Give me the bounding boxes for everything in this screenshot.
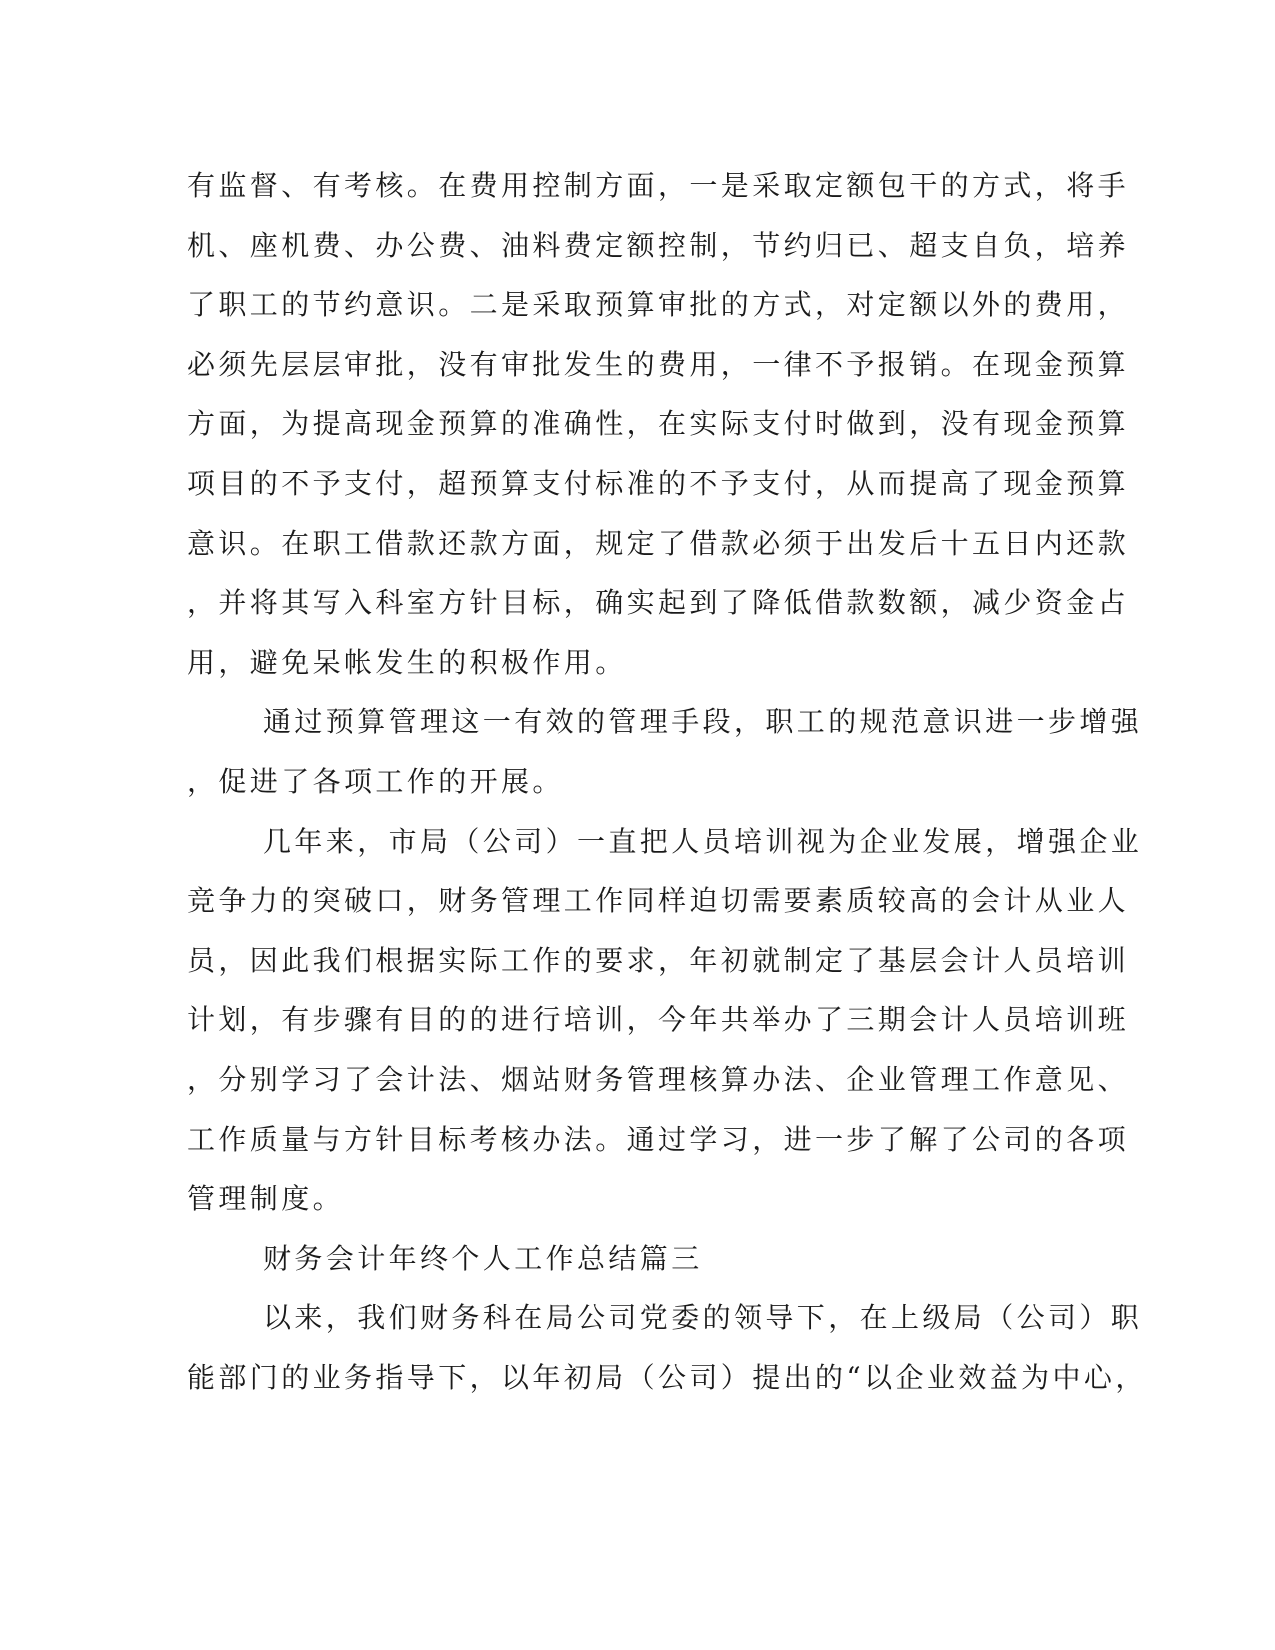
text-line: 计划，有步骤有目的的进行培训，今年共举办了三期会计人员培训班 [187, 1003, 1130, 1037]
text-line: 竞争力的突破口，财务管理工作同样迫切需要素质较高的会计从业人 [187, 884, 1130, 918]
text-line: 项目的不予支付，超预算支付标准的不予支付，从而提高了现金预算 [187, 466, 1130, 500]
text-line: 能部门的业务指导下，以年初局（公司）提出的“以企业效益为中心， [187, 1360, 1147, 1394]
text-line: ，分别学习了会计法、烟站财务管理核算办法、企业管理工作意见、 [187, 1062, 1130, 1096]
paragraph-first-line: 以来，我们财务科在局公司党委的领导下，在上级局（公司）职 [263, 1301, 1143, 1335]
text-line: 意识。在职工借款还款方面，规定了借款必须于出发后十五日内还款 [187, 526, 1130, 560]
text-line: 用，避免呆帐发生的积极作用。 [187, 645, 627, 679]
text-line: ，促进了各项工作的开展。 [187, 764, 564, 798]
text-line: 必须先层层审批，没有审批发生的费用，一律不予报销。在现金预算 [187, 347, 1130, 381]
body-text [187, 156, 1147, 1407]
text-line: 了职工的节约意识。二是采取预算审批的方式，对定额以外的费用， [187, 288, 1130, 322]
paragraph-first-line: 几年来，市局（公司）一直把人员培训视为企业发展，增强企业 [263, 824, 1143, 858]
text-line: ，并将其写入科室方针目标，确实起到了降低借款数额，减少资金占 [187, 586, 1130, 620]
text-line: 方面，为提高现金预算的准确性，在实际支付时做到，没有现金预算 [187, 407, 1130, 441]
paragraph-first-line: 通过预算管理这一有效的管理手段，职工的规范意识进一步增强 [263, 705, 1143, 739]
text-line: 有监督、有考核。在费用控制方面，一是采取定额包干的方式，将手 [187, 169, 1130, 202]
text-line: 机、座机费、办公费、油料费定额控制，节约归已、超支自负，培养 [187, 228, 1130, 262]
text-line: 管理制度。 [187, 1182, 345, 1216]
section-heading: 财务会计年终个人工作总结篇三 [263, 1241, 703, 1275]
text-line: 员，因此我们根据实际工作的要求，年初就制定了基层会计人员培训 [187, 943, 1130, 977]
text-line: 工作质量与方针目标考核办法。通过学习，进一步了解了公司的各项 [187, 1122, 1130, 1156]
